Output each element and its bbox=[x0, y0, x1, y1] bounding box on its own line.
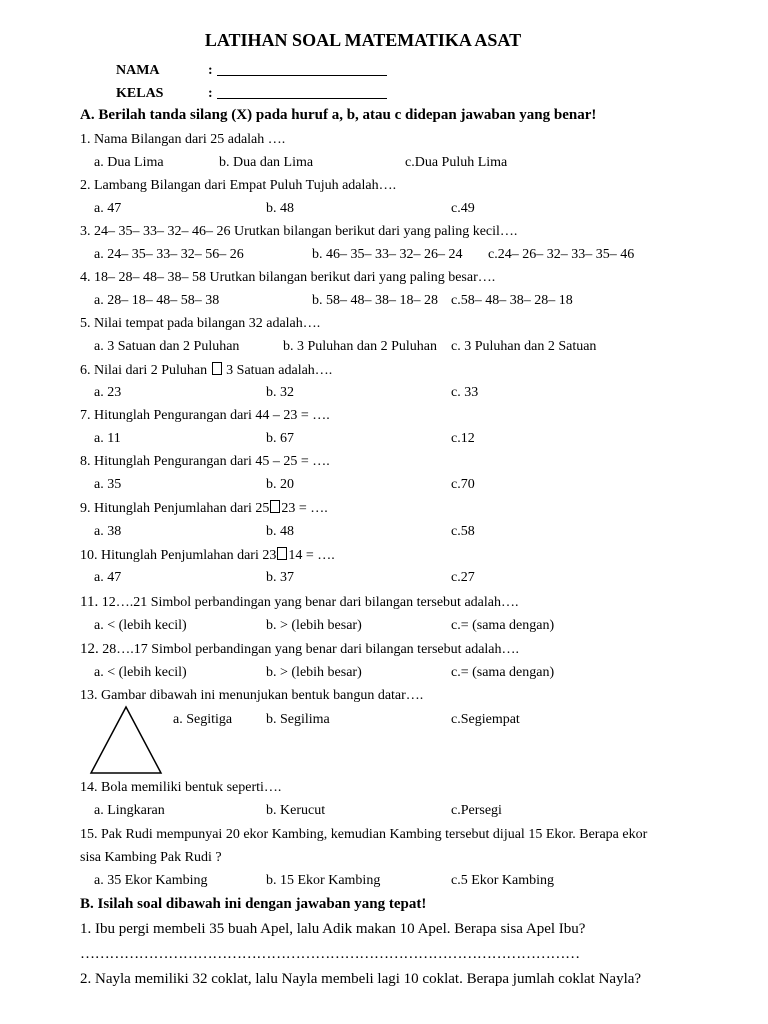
option-2b: b. 48 bbox=[266, 201, 294, 216]
options-12 bbox=[94, 665, 714, 683]
options-6 bbox=[94, 385, 714, 403]
option-10b: b. 37 bbox=[266, 570, 294, 585]
unknown-symbol-box bbox=[270, 500, 280, 513]
question-10 bbox=[80, 547, 335, 564]
options-1 bbox=[94, 155, 714, 173]
question-9 bbox=[80, 500, 328, 517]
question-8: 8. Hitunglah Pengurangan dari 45 – 25 = …. bbox=[80, 454, 330, 469]
option-7a: a. 11 bbox=[94, 431, 121, 446]
option-10c: c.27 bbox=[451, 570, 475, 585]
question-15-continued: sisa Kambing Pak Rudi ? bbox=[80, 850, 222, 865]
question-6-part2: 3 Satuan adalah…. bbox=[222, 363, 333, 378]
option-8b: b. 20 bbox=[266, 477, 294, 492]
option-2a: a. 47 bbox=[94, 201, 122, 216]
option-5a: a. 3 Satuan dan 2 Puluhan bbox=[94, 339, 240, 354]
question-11-number: 11. bbox=[80, 594, 99, 610]
options-2 bbox=[94, 201, 714, 219]
question-6-part1: 6. Nilai dari 2 Puluhan bbox=[80, 363, 211, 378]
option-6b: b. 32 bbox=[266, 385, 294, 400]
option-12a: a. < (lebih kecil) bbox=[94, 665, 187, 680]
option-11c: c.= (sama dengan) bbox=[451, 618, 555, 633]
option-1a: a. Dua Lima bbox=[94, 155, 164, 170]
name-blank-line[interactable] bbox=[217, 61, 387, 76]
option-9b: b. 48 bbox=[266, 524, 294, 539]
question-9-part2: 23 = …. bbox=[281, 501, 328, 516]
option-9c: c.58 bbox=[451, 524, 475, 539]
question-12-number: 12. bbox=[80, 641, 99, 657]
class-blank-line[interactable] bbox=[217, 84, 387, 99]
essay-question-1: 1. Ibu pergi membeli 35 buah Apel, lalu Adik makan 10 Apel. Berapa sisa Apel Ibu? bbox=[80, 921, 586, 937]
option-8a: a. 35 bbox=[94, 477, 122, 492]
option-6a: a. 23 bbox=[94, 385, 122, 400]
question-3: 3. 24– 35– 33– 32– 46– 26 Urutkan bilangan berikut dari yang paling kecil…. bbox=[80, 224, 518, 239]
name-field bbox=[116, 61, 387, 79]
question-11-text: 12….21 Simbol perbandingan yang benar dari bilangan tersebut adalah…. bbox=[98, 595, 519, 610]
options-15 bbox=[94, 873, 714, 891]
option-4c: c.58– 48– 38– 28– 18 bbox=[451, 293, 573, 308]
question-4: 4. 18– 28– 48– 38– 58 Urutkan bilangan berikut dari yang paling besar…. bbox=[80, 270, 496, 285]
options-11 bbox=[94, 618, 714, 636]
option-13b: b. Segilima bbox=[266, 712, 330, 727]
question-2: 2. Lambang Bilangan dari Empat Puluh Tujuh adalah…. bbox=[80, 178, 397, 193]
option-15a: a. 35 Ekor Kambing bbox=[94, 873, 208, 888]
unknown-symbol-box bbox=[277, 547, 287, 560]
option-12b: b. > (lebih besar) bbox=[266, 665, 362, 680]
option-15b: b. 15 Ekor Kambing bbox=[266, 873, 381, 888]
options-5 bbox=[94, 339, 714, 357]
essay-answer-line-1[interactable]: ………………………………………………………………………………………… bbox=[80, 946, 580, 962]
question-7: 7. Hitunglah Pengurangan dari 44 – 23 = …. bbox=[80, 408, 330, 423]
option-2c: c.49 bbox=[451, 201, 475, 216]
question-12 bbox=[80, 641, 519, 658]
options-13 bbox=[94, 712, 714, 730]
option-4a: a. 28– 18– 48– 58– 38 bbox=[94, 293, 220, 308]
section-a-instruction: A. Berilah tanda silang (X) pada huruf a, b, atau c didepan jawaban yang benar! bbox=[80, 107, 597, 123]
option-13c: c.Segiempat bbox=[451, 712, 520, 727]
question-6 bbox=[80, 362, 332, 379]
question-5: 5. Nilai tempat pada bilangan 32 adalah…. bbox=[80, 316, 321, 331]
options-7 bbox=[94, 431, 714, 449]
option-4b: b. 58– 48– 38– 18– 28 bbox=[312, 293, 438, 308]
question-11 bbox=[80, 594, 518, 611]
options-14 bbox=[94, 803, 714, 821]
option-15c: c.5 Ekor Kambing bbox=[451, 873, 555, 888]
section-b-instruction: B. Isilah soal dibawah ini dengan jawaban yang tepat! bbox=[80, 896, 427, 912]
option-1b: b. Dua dan Lima bbox=[219, 155, 314, 170]
option-8c: c.70 bbox=[451, 477, 475, 492]
options-9 bbox=[94, 524, 714, 542]
question-10-part2: 14 = …. bbox=[288, 548, 335, 563]
class-label: KELAS bbox=[116, 86, 164, 101]
option-7b: b. 67 bbox=[266, 431, 294, 446]
options-3 bbox=[94, 247, 714, 265]
option-6c: c. 33 bbox=[451, 385, 479, 400]
option-11a: a. < (lebih kecil) bbox=[94, 618, 187, 633]
page-title: LATIHAN SOAL MATEMATIKA ASAT bbox=[204, 30, 522, 50]
name-label: NAMA bbox=[116, 63, 160, 78]
option-9a: a. 38 bbox=[94, 524, 122, 539]
class-field bbox=[116, 84, 387, 102]
unknown-symbol-box bbox=[212, 362, 222, 375]
option-14a: a. Lingkaran bbox=[94, 803, 165, 818]
option-1c: c.Dua Puluh Lima bbox=[405, 155, 508, 170]
option-13a: a. Segitiga bbox=[173, 712, 233, 727]
question-12-text: 28….17 Simbol perbandingan yang benar dari bilangan tersebut adalah…. bbox=[98, 642, 520, 657]
option-12c: c.= (sama dengan) bbox=[451, 665, 555, 680]
option-3b: b. 46– 35– 33– 32– 26– 24 bbox=[312, 247, 463, 262]
question-14: 14. Bola memiliki bentuk seperti…. bbox=[80, 780, 282, 795]
options-10 bbox=[94, 570, 714, 588]
option-7c: c.12 bbox=[451, 431, 475, 446]
question-10-part1: 10. Hitunglah Penjumlahan dari 23 bbox=[80, 548, 277, 563]
option-5c: c. 3 Puluhan dan 2 Satuan bbox=[451, 339, 597, 354]
question-15: 15. Pak Rudi mempunyai 20 ekor Kambing, kemudian Kambing tersebut dijual 15 Ekor. Berapa ekor bbox=[80, 827, 648, 842]
option-5b: b. 3 Puluhan dan 2 Puluhan bbox=[283, 339, 437, 354]
option-14b: b. Kerucut bbox=[266, 803, 326, 818]
question-1: 1. Nama Bilangan dari 25 adalah …. bbox=[80, 132, 286, 147]
question-9-part1: 9. Hitunglah Penjumlahan dari 25 bbox=[80, 501, 270, 516]
option-14c: c.Persegi bbox=[451, 803, 502, 818]
options-4 bbox=[94, 293, 714, 311]
class-colon: : bbox=[208, 86, 213, 101]
option-10a: a. 47 bbox=[94, 570, 122, 585]
essay-question-2: 2. Nayla memiliki 32 coklat, lalu Nayla membeli lagi 10 coklat. Berapa jumlah coklat Nayla? bbox=[80, 971, 642, 987]
name-colon: : bbox=[208, 63, 213, 78]
options-8 bbox=[94, 477, 714, 495]
option-3c: c.24– 26– 32– 33– 35– 46 bbox=[488, 247, 635, 262]
option-11b: b. > (lebih besar) bbox=[266, 618, 362, 633]
option-3a: a. 24– 35– 33– 32– 56– 26 bbox=[94, 247, 244, 262]
question-13: 13. Gambar dibawah ini menunjukan bentuk bangun datar…. bbox=[80, 688, 424, 703]
